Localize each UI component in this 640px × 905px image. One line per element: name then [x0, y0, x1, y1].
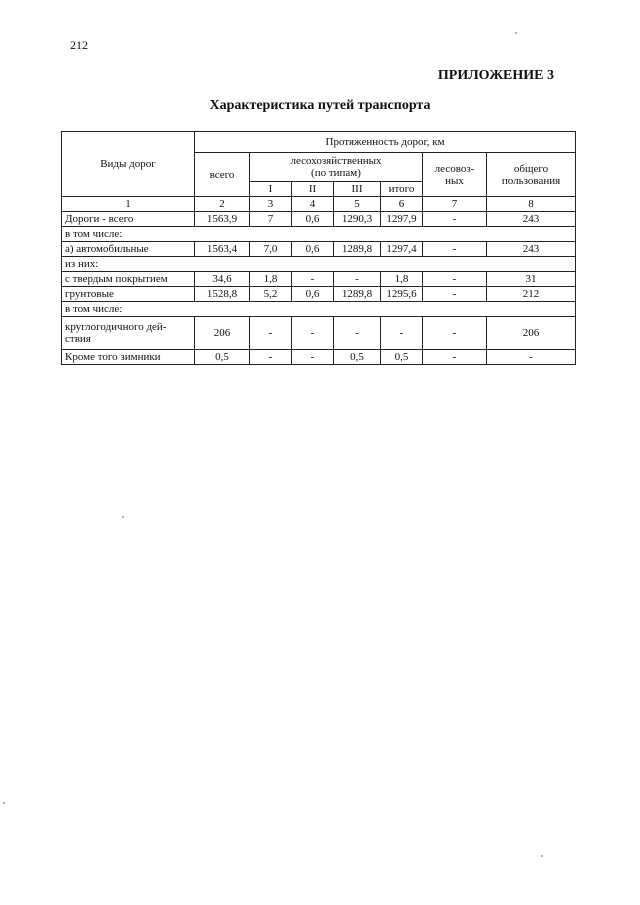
row-subheading: в том числе: — [62, 302, 576, 317]
cell-value: 34,6 — [195, 272, 250, 287]
cell-value: - — [250, 350, 292, 365]
cell-value: - — [487, 350, 576, 365]
cell-value: 1,8 — [381, 272, 423, 287]
cell-value: - — [423, 272, 487, 287]
cell-value: 0,6 — [292, 212, 334, 227]
cell-value: 1289,8 — [334, 287, 381, 302]
header-logging — [423, 153, 487, 197]
cell-value: 1295,6 — [381, 287, 423, 302]
row-label-line1: круглогодичного дей- — [65, 321, 167, 333]
cell-value: 1,8 — [250, 272, 292, 287]
cell-value: 1297,4 — [381, 242, 423, 257]
cell-value: - — [423, 350, 487, 365]
header-logging-line2: ных — [445, 174, 464, 187]
table-row-paved — [62, 272, 576, 287]
cell-value: - — [250, 317, 292, 350]
header-length: Протяженность дорог, км — [195, 132, 576, 153]
header-logging-line1: лесовоз- — [434, 162, 475, 175]
header-public — [487, 153, 576, 197]
column-number: 8 — [487, 197, 576, 212]
appendix-label: ПРИЛОЖЕНИЕ 3 — [437, 68, 554, 83]
column-number: 1 — [62, 197, 195, 212]
cell-value: - — [423, 242, 487, 257]
column-numbers-row — [62, 197, 576, 212]
table-row-including-2 — [62, 302, 576, 317]
row-label: с твердым покрытием — [62, 272, 195, 287]
cell-value: - — [292, 272, 334, 287]
cell-value: 0,6 — [292, 242, 334, 257]
cell-value: - — [334, 317, 381, 350]
column-number: 5 — [334, 197, 381, 212]
cell-value: 0,6 — [292, 287, 334, 302]
cell-value: - — [334, 272, 381, 287]
table-row-all-roads — [62, 212, 576, 227]
table-row-year-round — [62, 317, 576, 350]
header-public-line2: пользования — [501, 174, 561, 187]
table-row-including — [62, 227, 576, 242]
cell-value: 206 — [487, 317, 576, 350]
scan-speck — [3, 802, 5, 804]
scan-speck — [541, 855, 543, 857]
header-row-1 — [62, 132, 576, 153]
column-number: 3 — [250, 197, 292, 212]
column-number: 2 — [195, 197, 250, 212]
cell-value: 5,2 — [250, 287, 292, 302]
row-label: грунтовые — [62, 287, 195, 302]
header-forestry — [250, 153, 423, 182]
header-subtotal: итого — [381, 182, 423, 197]
table-row-of-them — [62, 257, 576, 272]
cell-value: 243 — [487, 242, 576, 257]
cell-value: - — [292, 350, 334, 365]
cell-value: 0,5 — [334, 350, 381, 365]
cell-value: 31 — [487, 272, 576, 287]
cell-value: 1563,9 — [195, 212, 250, 227]
header-forestry-line1: лесохозяйственных — [290, 155, 382, 167]
cell-value: 1563,4 — [195, 242, 250, 257]
scan-speck — [122, 516, 124, 518]
row-subheading: в том числе: — [62, 227, 576, 242]
cell-value: 0,5 — [195, 350, 250, 365]
page-title: Характеристика путей транспорта — [209, 98, 431, 113]
header-type-1: I — [250, 182, 292, 197]
row-subheading: из них: — [62, 257, 576, 272]
cell-value: 206 — [195, 317, 250, 350]
table-row-automobile — [62, 242, 576, 257]
cell-value: - — [292, 317, 334, 350]
cell-value: 0,5 — [381, 350, 423, 365]
cell-value: 243 — [487, 212, 576, 227]
cell-value: - — [381, 317, 423, 350]
cell-value: 1289,8 — [334, 242, 381, 257]
cell-value: 1290,3 — [334, 212, 381, 227]
cell-value: - — [423, 212, 487, 227]
cell-value: 7,0 — [250, 242, 292, 257]
row-label: Кроме того зимники — [62, 350, 195, 365]
header-public-line1: общего — [513, 162, 549, 175]
header-road-type: Виды дорог — [62, 132, 195, 197]
cell-value: - — [423, 287, 487, 302]
header-type-3: III — [334, 182, 381, 197]
table-row-dirt — [62, 287, 576, 302]
table-row-winter — [62, 350, 576, 365]
page-number: 212 — [70, 38, 88, 52]
scan-speck — [515, 32, 517, 34]
cell-value: 1528,8 — [195, 287, 250, 302]
row-label: Дороги - всего — [62, 212, 195, 227]
column-number: 6 — [381, 197, 423, 212]
cell-value: 212 — [487, 287, 576, 302]
cell-value: 1297,9 — [381, 212, 423, 227]
cell-value: - — [423, 317, 487, 350]
roads-table — [61, 131, 576, 365]
row-label — [62, 317, 195, 350]
header-type-2: II — [292, 182, 334, 197]
column-number: 7 — [423, 197, 487, 212]
row-label: а) автомобильные — [62, 242, 195, 257]
column-number: 4 — [292, 197, 334, 212]
cell-value: 7 — [250, 212, 292, 227]
header-forestry-line2: (по типам) — [311, 167, 361, 179]
row-label-line2: ствия — [65, 333, 91, 345]
header-total: всего — [195, 153, 250, 197]
